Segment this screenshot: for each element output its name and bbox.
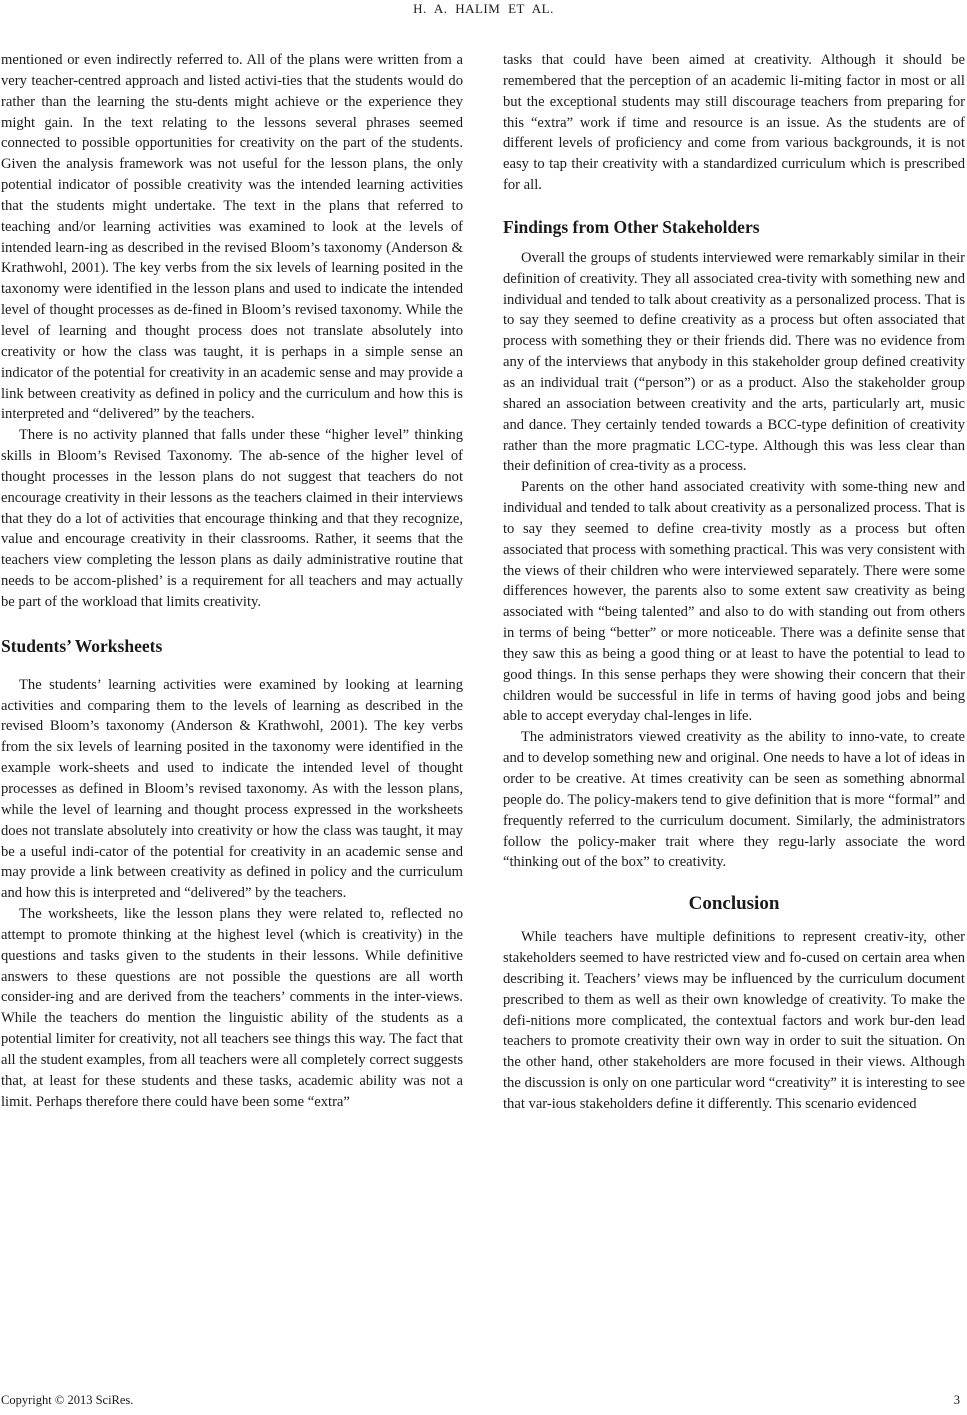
running-head: H. A. HALIM ET AL.	[413, 1, 554, 16]
body-paragraph: The worksheets, like the lesson plans they were related to, reflected no attempt to promote thinking at the highest level (which is creativity) in the questions and tasks given to the students in their lessons. While definitive answers to these questions are not possible the questions are all worth consider-ing and are derived from the teachers’ comments in the inter-views. While the teachers do mention the linguistic ability of the students as a potential limiter for creativity, not all teachers see things this way. The fact that all the student examples, from all teachers were all completely correct suggests that, at least for these students and these tasks, academic ability was not a limit. Perhaps therefore there could have been some “extra”	[1, 906, 463, 1110]
page-number: 3	[953, 1393, 960, 1407]
section-heading-findings: Findings from Other Stakeholders	[503, 216, 760, 237]
section-heading-conclusion: Conclusion	[688, 893, 780, 915]
right-column	[503, 50, 965, 1115]
section-heading-worksheets: Students’ Worksheets	[1, 635, 163, 656]
body-paragraph: tasks that could have been aimed at creativity. Although it should be remembered that the perception of an academic li-miting factor in most or all but the exceptional students may still discourage teachers from preparing for this “extra” work if time and resource is an issue. As the students are of different levels of proficiency and come from various backgrounds, it is not easy to tap their creativity with a standardized curriculum which is prescribed for all.	[503, 52, 965, 194]
copyright-notice: Copyright © 2013 SciRes.	[1, 1393, 134, 1407]
body-paragraph: The students’ learning activities were examined by looking at learning activities and comparing them to the levels of learning as described in the revised Bloom’s taxonomy (Anderson & Krathwohl, 2001). The key verbs from the six levels of learning posited in the taxonomy were identified in the example work-sheets and used to indicate the intended level of thought processes as defined in Bloom’s revised taxonomy. As with the lesson plans, while the level of learning and thought process expressed in the worksheets does not translate absolutely into creativity or how the class was taught, it may be a useful indi-cator of the potential for creativity in an academic sense and may provide a link between creativity as defined in policy and the curriculum and how this is interpreted and “delivered” by the teachers.	[1, 676, 463, 902]
body-paragraph: Parents on the other hand associated creativity with some-thing new and individual and tended to talk about creativity as a personalized process. That is to say they seemed to define crea-tivity mostly as a process but often associated that process with something practical. This was very consistent with the views of their children who were interviewed separately. There were some differences however, the parents also to some extent saw creativity as being associated with “being talented” and also to do with standing out from others in terms of being “better” or more noticeable. There was a definite sense that they saw this as being a good thing or at least to have the potential to lead to good things. In this sense perhaps they were showing their concern that their children would be successful in life in terms of having good jobs and being able to accept everyday chal-lenges in life.	[503, 479, 965, 725]
body-paragraph: While teachers have multiple definitions to represent creativ-ity, other stakeholders seemed to have restricted view and fo-cused on certain area when describing it. Teachers’ views may be influenced by the curriculum document prescribed to them as well as their own knowledge of creativity. To make the defi-nitions more complicated, the contextual factors and work bur-den lead teachers to promote creativity their own way in order to suit the situation. On the other hand, other stakeholders are more focused in their views. Although the discussion is only on one particular word “creativity” it is interesting to see that var-ious stakeholders define it differently. This scenario evidenced	[503, 929, 965, 1112]
body-paragraph: There is no activity planned that falls under these “higher level” thinking skills in Bloom’s Revised Taxonomy. The ab-sence of the higher level of thought processes in the lesson plans do not suggest that teachers do not encourage creativity in their lessons as the teachers claimed in their interviews that they do a lot of activities that encourage thinking and that they recognize, value and encourage creativity in their classrooms. Rather, it seems that the teachers view completing the lesson plans as daily administrative routine that needs to be accom-plished’ is a requirement for all teachers and may actually be part of the workload that limits creativity.	[1, 427, 463, 610]
body-paragraph: Overall the groups of students interviewed were remarkably similar in their definition of creativity. They all associated crea-tivity with something new and individual and tended to talk about creativity as a personalized process. That is to say they seemed to define creativity as a process but often associated that process with something they or their friends did. There was no evidence from any of the interviews that anybody in this stakeholder group defined creativity as an individual trait (“person”) or as a product. Also the stakeholder group shared an association between creativity and the arts, particularly art, music and dance. They certainly tended towards a BCC-type definition of creativity rather than the more pragmatic LCC-type. Although this was less clear than their definition of crea-tivity as a process.	[503, 249, 965, 475]
body-paragraph: mentioned or even indirectly referred to. All of the plans were written from a very teacher-centred approach and listed activi-ties that the students would do rather than the learning the stu-dents might achieve or the experience they might gain. In the text relating to the lessons several phrases seemed connected to possible opportunities for creativity on the part of the students. Given the analysis framework was not useful for the lesson plans, the only potential indicator of possible creativity was the intended learning activities that the students might undertake. The text in the plans that referred to teaching and/or learning activities was examined to look at the levels of intended learn-ing as described in the revised Bloom’s taxonomy (Anderson & Krathwohl, 2001). The key verbs from the six levels of learning posited in the taxonomy were identified in the lesson plans and used to indicate the intended level of thought processes as de-fined in Bloom’s revised taxonomy. While the level of learning and thought process does not translate absolutely into creativity or how the class was taught, it is perhaps in a simple sense an indicator of the potential for creativity in an academic sense and may provide a link between creativity as defined in policy and the curriculum and how this is interpreted and “delivered” by the teachers.	[1, 52, 463, 423]
body-paragraph: The administrators viewed creativity as the ability to inno-vate, to create and to develop something new and original. One needs to have a lot of ideas in order to be creative. At times creativity can be seen as something abnormal people do. The policy-makers tend to give definition that is more “formal” and frequently referred to the curriculum document. Similarly, the administrators follow the policy-maker trait where they regu-larly associate the word “thinking out of the box” to creativity.	[503, 729, 965, 871]
left-column	[1, 50, 463, 1113]
